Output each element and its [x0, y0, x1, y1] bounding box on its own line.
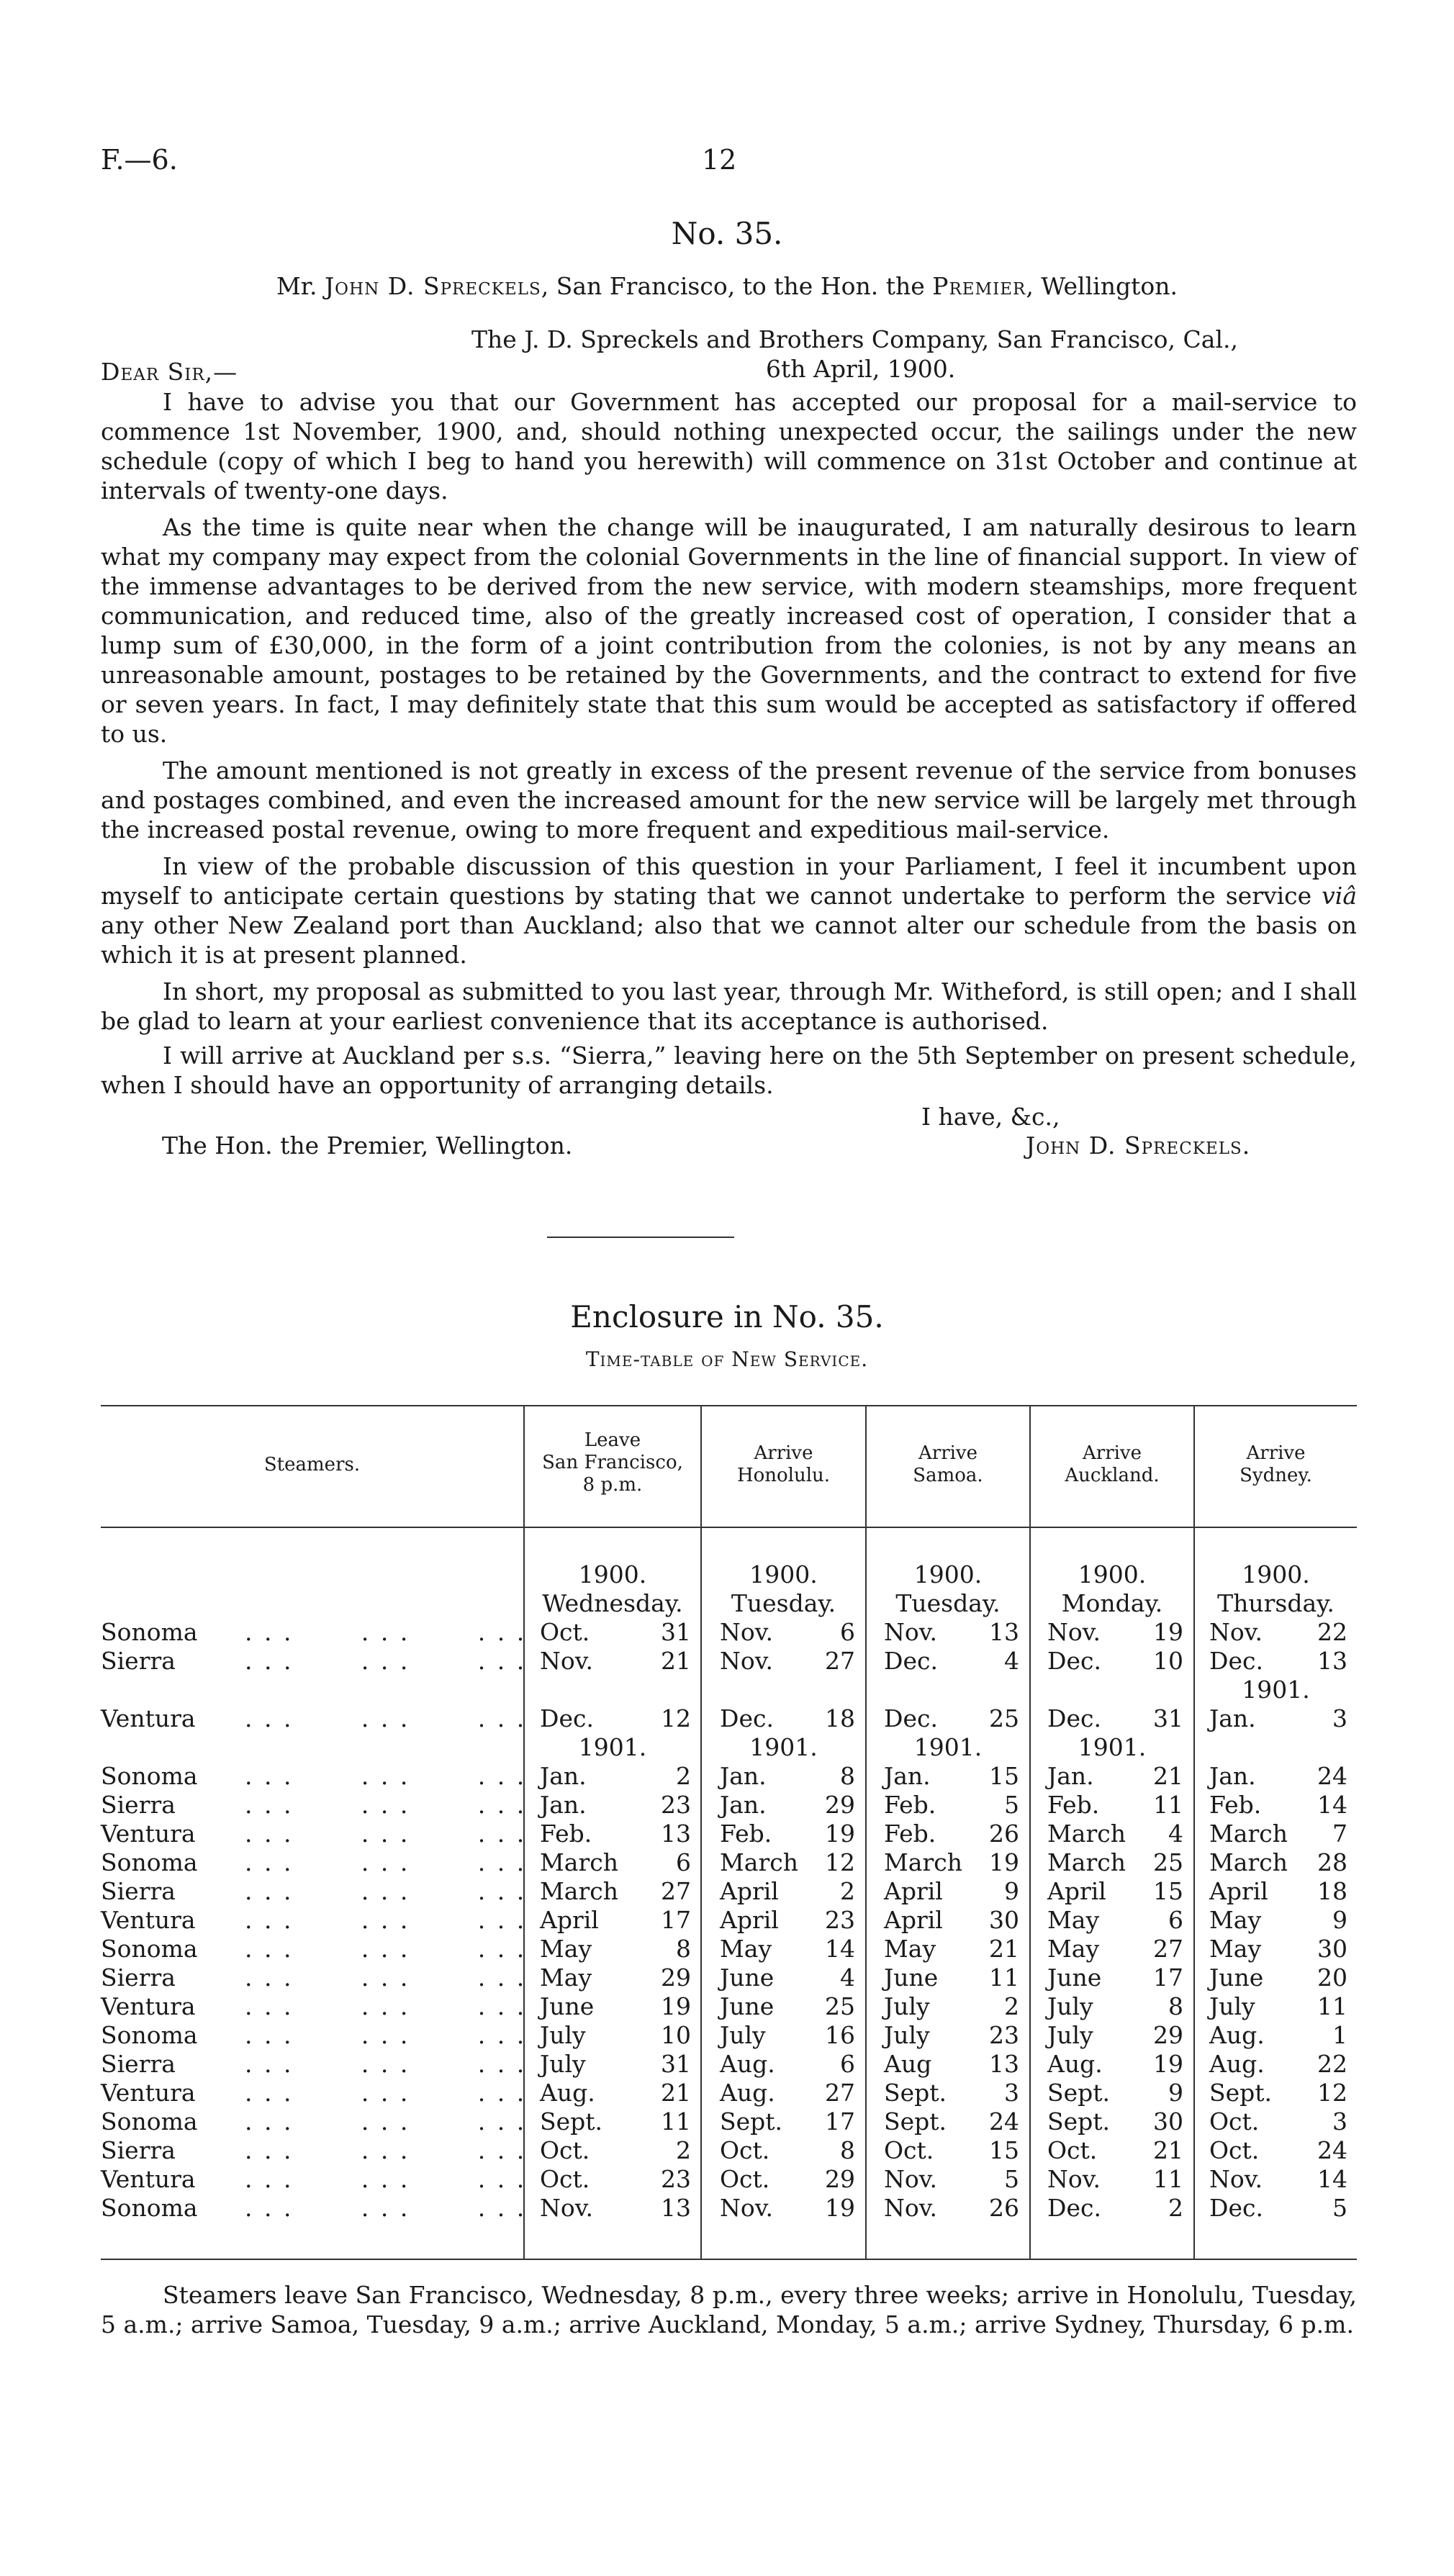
- sf-day: 31: [661, 1618, 691, 1646]
- sam-day: 15: [989, 1762, 1019, 1790]
- steamer-name: Sonoma: [101, 2194, 198, 2222]
- auk-month: Dec.: [1047, 1704, 1101, 1732]
- hon-month: Jan.: [720, 1791, 767, 1819]
- sam-month: Feb.: [884, 1820, 936, 1848]
- header-leave-sf-line-2: San Francisco,: [542, 1452, 683, 1473]
- hon-day: 8: [840, 1762, 855, 1790]
- hon-month: Aug.: [720, 2079, 775, 2107]
- weekday-sf: Wednesday.: [542, 1589, 683, 1617]
- header-leave-sf-line-1: Leave: [584, 1429, 641, 1451]
- leader-dots: . . . . . . . . .: [245, 1935, 527, 1963]
- sf-month: Oct.: [540, 2136, 590, 2164]
- sf-month: Nov.: [540, 1647, 593, 1675]
- year-1900-sf: 1900.: [578, 1560, 647, 1588]
- syd-month: May: [1209, 1935, 1262, 1963]
- hon-day: 16: [825, 2021, 855, 2049]
- hon-month: April: [720, 1906, 779, 1934]
- syd-month: Oct.: [1209, 2107, 1260, 2136]
- syd-day: 9: [1332, 1906, 1347, 1934]
- sam-month: Dec.: [884, 1647, 938, 1675]
- header-auckland-line-2: Auckland.: [1065, 1465, 1160, 1486]
- header-sydney: [1195, 1442, 1357, 1487]
- salutation: Dear Sir,—: [101, 358, 238, 386]
- leader-dots: . . . . . . . . .: [245, 1704, 527, 1732]
- sf-day: 23: [661, 2165, 691, 2193]
- steamer-name: Sierra: [101, 1963, 176, 1992]
- sf-month: Oct.: [540, 2165, 590, 2193]
- header-auckland-line-1: Arrive: [1082, 1442, 1142, 1464]
- auk-month: March: [1047, 1820, 1126, 1848]
- hon-month: Oct.: [720, 2165, 770, 2193]
- sam-month: Sept.: [884, 2079, 947, 2107]
- sf-day: 17: [661, 1906, 691, 1934]
- sam-day: 13: [989, 1618, 1019, 1646]
- leader-dots: . . . . . . . . .: [245, 1647, 527, 1675]
- hon-day: 18: [825, 1704, 855, 1732]
- letter-number: No. 35.: [671, 216, 783, 251]
- steamer-name: Sierra: [101, 1647, 176, 1675]
- sf-month: May: [540, 1935, 592, 1963]
- hon-day: 6: [840, 1618, 855, 1646]
- address-line-2: 6th April, 1900.: [766, 355, 956, 383]
- header-samoa: [867, 1442, 1029, 1487]
- auk-month: Feb.: [1047, 1791, 1100, 1819]
- auk-day: 8: [1168, 1992, 1183, 2020]
- steamer-name: Ventura: [101, 2165, 196, 2193]
- sam-month: June: [884, 1963, 939, 1992]
- syd-day: 28: [1317, 1848, 1347, 1876]
- hon-month: Oct.: [720, 2136, 770, 2164]
- sf-day: 2: [676, 2136, 691, 2164]
- sf-month: Jan.: [540, 1762, 587, 1790]
- auk-month: Sept.: [1047, 2107, 1111, 2136]
- column-divider-3: [865, 1405, 867, 2259]
- syd-month: Aug.: [1209, 2021, 1265, 2049]
- hon-month: June: [720, 1963, 775, 1992]
- hon-day: 17: [825, 2107, 855, 2136]
- syd-day: 22: [1317, 1618, 1347, 1646]
- steamer-name: Sierra: [101, 1877, 176, 1905]
- leader-dots: . . . . . . . . .: [245, 1963, 527, 1992]
- steamer-name: Sierra: [101, 2136, 176, 2164]
- sf-day: 29: [661, 1963, 691, 1992]
- sam-month: Feb.: [884, 1791, 936, 1819]
- paragraph-4-part-a: In view of the probable discussion of this question in your Parliament, I feel it incumbent upon myself to anticipate certain questions by stating that we cannot undertake to perform the service: [101, 852, 1357, 910]
- header-steamers: Steamers.: [263, 1454, 361, 1475]
- sf-month: May: [540, 1963, 592, 1992]
- auk-month: April: [1047, 1877, 1106, 1905]
- sam-day: 11: [989, 1963, 1019, 1992]
- auk-day: 6: [1168, 1906, 1183, 1934]
- timetable-footnote: Steamers leave San Francisco, Wednesday, 8 p.m., every three weeks; arrive in Honolulu, Tuesday, 5 a.m.; arrive Samoa, Tuesday, 9 a.m.; arrive Auckland, Monday, 5 a.m.; arrive Sydney, Thursday, 6 p.m.: [101, 2281, 1357, 2338]
- sf-month: Aug.: [540, 2079, 595, 2107]
- syd-month: Dec.: [1209, 2194, 1263, 2222]
- sam-month: July: [884, 1992, 930, 2020]
- table-header-rule: [101, 1527, 1357, 1528]
- enclosure-subtitle: Time-table of New Service.: [585, 1347, 869, 1371]
- leader-dots: . . . . . . . . .: [245, 2021, 527, 2049]
- sam-month: Jan.: [884, 1762, 931, 1790]
- syd-day: 18: [1317, 1877, 1347, 1905]
- hon-day: 29: [825, 2165, 855, 2193]
- sam-month: Dec.: [884, 1704, 938, 1732]
- steamer-name: Sonoma: [101, 1762, 198, 1790]
- hon-day: 27: [825, 1647, 855, 1675]
- auk-day: 11: [1153, 2165, 1183, 2193]
- column-divider-2: [700, 1405, 702, 2259]
- steamer-name: Sonoma: [101, 2021, 198, 2049]
- sam-day: 5: [1004, 2165, 1019, 2193]
- paragraph-6: I will arrive at Auckland per s.s. “Sierra,” leaving here on the 5th September on present schedule, when I should have an opportunity of arranging details.: [101, 1041, 1357, 1099]
- sam-month: Nov.: [884, 2194, 937, 2222]
- syd-day: 12: [1317, 2079, 1347, 2107]
- steamer-name: Sierra: [101, 2050, 176, 2078]
- sf-month: July: [540, 2021, 586, 2049]
- sf-day: 21: [661, 2079, 691, 2107]
- addressee: The Hon. the Premier, Wellington.: [162, 1131, 573, 1160]
- syd-month: Dec.: [1209, 1647, 1263, 1675]
- hon-month: Dec.: [720, 1704, 774, 1732]
- column-divider-5: [1193, 1405, 1195, 2259]
- sf-day: 8: [676, 1935, 691, 1963]
- enclosure-title: Enclosure in No. 35.: [570, 1299, 884, 1334]
- auk-day: 9: [1168, 2079, 1183, 2107]
- header-leave-sf: [525, 1429, 700, 1496]
- auk-month: May: [1047, 1906, 1100, 1934]
- hon-month: July: [720, 2021, 766, 2049]
- syd-month: April: [1209, 1877, 1268, 1905]
- hon-day: 4: [840, 1963, 855, 1992]
- paragraph-3: The amount mentioned is not greatly in excess of the present revenue of the service from bonuses and postages combined, and even the increased amount for the new service will be largely met through the increased postal revenue, owing to more frequent and expeditious mail-service.: [101, 756, 1357, 844]
- leader-dots: . . . . . . . . .: [245, 1906, 527, 1934]
- sf-day: 21: [661, 1647, 691, 1675]
- sam-day: 2: [1004, 1992, 1019, 2020]
- year-1900-honolulu: 1900.: [749, 1560, 818, 1588]
- sf-day: 10: [661, 2021, 691, 2049]
- syd-day: 22: [1317, 2050, 1347, 2078]
- sf-day: 31: [661, 2050, 691, 2078]
- weekday-sydney: Thursday.: [1217, 1589, 1335, 1617]
- sf-day: 11: [661, 2107, 691, 2136]
- leader-dots: . . . . . . . . .: [245, 2079, 527, 2107]
- sam-day: 30: [989, 1906, 1019, 1934]
- syd-day: 7: [1332, 1820, 1347, 1848]
- weekday-honolulu: Tuesday.: [731, 1589, 836, 1617]
- syd-day: 20: [1317, 1963, 1347, 1992]
- column-divider-4: [1029, 1405, 1031, 2259]
- leader-dots: . . . . . . . . .: [245, 2050, 527, 2078]
- page-number: 12: [702, 144, 737, 176]
- hon-day: 2: [840, 1877, 855, 1905]
- auk-month: July: [1047, 2021, 1093, 2049]
- hon-month: Jan.: [720, 1762, 767, 1790]
- header-honolulu: [702, 1442, 865, 1487]
- syd-day: 3: [1332, 2107, 1347, 2136]
- sam-month: July: [884, 2021, 930, 2049]
- syd-month: Jan.: [1209, 1704, 1256, 1732]
- hon-day: 25: [825, 1992, 855, 2020]
- steamer-name: Ventura: [101, 1820, 196, 1848]
- leader-dots: . . . . . . . . .: [245, 1848, 527, 1876]
- syd-month: Feb.: [1209, 1791, 1262, 1819]
- sam-day: 23: [989, 2021, 1019, 2049]
- auk-month: May: [1047, 1935, 1100, 1963]
- sf-day: 2: [676, 1762, 691, 1790]
- auk-day: 25: [1153, 1848, 1183, 1876]
- sf-month: July: [540, 2050, 586, 2078]
- syd-month: Aug.: [1209, 2050, 1265, 2078]
- sam-day: 19: [989, 1848, 1019, 1876]
- syd-month: March: [1209, 1848, 1288, 1876]
- header-sydney-line-1: Arrive: [1246, 1442, 1306, 1464]
- hon-day: 19: [825, 1820, 855, 1848]
- paragraph-4-part-b: any other New Zealand port than Auckland; also that we cannot alter our schedule from the basis on which it is at present planned.: [101, 911, 1357, 969]
- leader-dots: . . . . . . . . .: [245, 2165, 527, 2193]
- sam-month: Oct.: [884, 2136, 934, 2164]
- leader-dots: . . . . . . . . .: [245, 1618, 527, 1646]
- steamer-name: Sonoma: [101, 1618, 198, 1646]
- sf-day: 13: [661, 2194, 691, 2222]
- hon-day: 12: [825, 1848, 855, 1876]
- leader-dots: . . . . . . . . .: [245, 1820, 527, 1848]
- syd-day: 1: [1332, 2021, 1347, 2049]
- sam-month: Aug: [884, 2050, 932, 2078]
- auk-month: Sept.: [1047, 2079, 1111, 2107]
- document-reference: F.—6.: [101, 144, 178, 176]
- hon-month: Nov.: [720, 1647, 773, 1675]
- hon-day: 6: [840, 2050, 855, 2078]
- auk-month: Dec.: [1047, 2194, 1101, 2222]
- steamer-name: Sonoma: [101, 2107, 198, 2136]
- paragraph-5: In short, my proposal as submitted to you last year, through Mr. Witheford, is still open; and I shall be glad to learn at your earliest convenience that its acceptance is authorised.: [101, 977, 1357, 1035]
- auk-day: 19: [1153, 2050, 1183, 2078]
- sam-day: 15: [989, 2136, 1019, 2164]
- auk-month: March: [1047, 1848, 1126, 1876]
- syd-day: 24: [1317, 1762, 1347, 1790]
- signature: John D. Spreckels.: [1026, 1131, 1251, 1160]
- paragraph-4-via: viâ: [1322, 882, 1357, 910]
- auk-day: 29: [1153, 2021, 1183, 2049]
- paragraph-2: As the time is quite near when the change will be inaugurated, I am naturally desirous to learn what my company may expect from the colonial Governments in the line of financial support. In view of the immense advantages to be derived from the new service, with modern steamships, more frequent communication, and reduced time, also of the greatly increased cost of operation, I consider that a lump sum of £30,000, in the form of a joint contribution from the colonies, is not by any means an unreasonable amount, postages to be retained by the Governments, and the contract to extend for five or seven years. In fact, I may definitely state that this sum would be accepted as satisfactory if offered to us.: [101, 513, 1357, 748]
- auk-day: 11: [1153, 1791, 1183, 1819]
- syd-month: May: [1209, 1906, 1262, 1934]
- hon-day: 14: [825, 1935, 855, 1963]
- auk-day: 4: [1168, 1820, 1183, 1848]
- sf-day: 13: [661, 1820, 691, 1848]
- sam-month: Sept.: [884, 2107, 947, 2136]
- auk-day: 15: [1153, 1877, 1183, 1905]
- sam-month: May: [884, 1935, 936, 1963]
- syd-month: July: [1209, 1992, 1255, 2020]
- syd-month: Jan.: [1209, 1762, 1256, 1790]
- syd-day: 14: [1317, 2165, 1347, 2193]
- sf-month: Nov.: [540, 2194, 593, 2222]
- year-1901-auckland: 1901.: [1078, 1733, 1147, 1761]
- header-leave-sf-line-3: 8 p.m.: [582, 1474, 643, 1496]
- heading-prefix: Mr.: [276, 272, 317, 300]
- sf-month: Jan.: [540, 1791, 587, 1819]
- leader-dots: . . . . . . . . .: [245, 1762, 527, 1790]
- steamer-name: Ventura: [101, 2079, 196, 2107]
- sf-day: 6: [676, 1848, 691, 1876]
- sam-day: 26: [989, 2194, 1019, 2222]
- year-1901-samoa: 1901.: [913, 1733, 983, 1761]
- leader-dots: . . . . . . . . .: [245, 1877, 527, 1905]
- letter-heading: [0, 272, 1454, 300]
- heading-sender: John D. Spreckels: [324, 272, 541, 300]
- header-honolulu-line-2: Honolulu.: [736, 1465, 831, 1486]
- syd-month: March: [1209, 1820, 1288, 1848]
- steamer-name: Ventura: [101, 1704, 196, 1732]
- steamer-name: Sierra: [101, 1791, 176, 1819]
- sam-day: 5: [1004, 1791, 1019, 1819]
- sf-month: Dec.: [540, 1704, 594, 1732]
- hon-day: 23: [825, 1906, 855, 1934]
- auk-month: Nov.: [1047, 1618, 1101, 1646]
- syd-month: Nov.: [1209, 2165, 1263, 2193]
- header-samoa-line-1: Arrive: [918, 1442, 978, 1464]
- syd-month: Oct.: [1209, 2136, 1260, 2164]
- leader-dots: . . . . . . . . .: [245, 1992, 527, 2020]
- hon-day: 27: [825, 2079, 855, 2107]
- auk-month: Dec.: [1047, 1647, 1101, 1675]
- sf-month: Sept.: [540, 2107, 603, 2136]
- sam-month: April: [884, 1877, 943, 1905]
- hon-month: Feb.: [720, 1820, 772, 1848]
- sam-day: 13: [989, 2050, 1019, 2078]
- auk-day: 2: [1168, 2194, 1183, 2222]
- sf-month: June: [540, 1992, 595, 2020]
- sf-month: March: [540, 1848, 618, 1876]
- hon-month: Aug.: [720, 2050, 775, 2078]
- sf-month: Oct.: [540, 1618, 590, 1646]
- year-1901-sydney: 1901.: [1242, 1676, 1310, 1704]
- syd-day: 11: [1317, 1992, 1347, 2020]
- header-samoa-line-2: Samoa.: [913, 1465, 983, 1486]
- leader-dots: . . . . . . . . .: [245, 1791, 527, 1819]
- weekday-samoa: Tuesday.: [895, 1589, 1001, 1617]
- sam-day: 21: [989, 1935, 1019, 1963]
- leader-dots: . . . . . . . . .: [245, 2136, 527, 2164]
- weekday-auckland: Monday.: [1061, 1589, 1163, 1617]
- sam-day: 3: [1004, 2079, 1019, 2107]
- auk-day: 31: [1153, 1704, 1183, 1732]
- hon-day: 19: [825, 2194, 855, 2222]
- hon-month: March: [720, 1848, 798, 1876]
- auk-month: Aug.: [1047, 2050, 1103, 2078]
- auk-day: 10: [1153, 1647, 1183, 1675]
- hon-month: April: [720, 1877, 779, 1905]
- auk-month: Nov.: [1047, 2165, 1101, 2193]
- sam-day: 24: [989, 2107, 1019, 2136]
- sf-day: 27: [661, 1877, 691, 1905]
- header-honolulu-line-1: Arrive: [754, 1442, 813, 1464]
- sam-day: 4: [1004, 1647, 1019, 1675]
- table-bottom-rule: [101, 2259, 1357, 2260]
- syd-month: Nov.: [1209, 1618, 1263, 1646]
- sf-day: 19: [661, 1992, 691, 2020]
- sam-month: Nov.: [884, 2165, 937, 2193]
- hon-day: 8: [840, 2136, 855, 2164]
- year-1901-sf: 1901.: [578, 1733, 647, 1761]
- syd-day: 13: [1317, 1647, 1347, 1675]
- auk-day: 17: [1153, 1963, 1183, 1992]
- syd-month: June: [1209, 1963, 1264, 1992]
- auk-month: Jan.: [1047, 1762, 1094, 1790]
- sf-day: 12: [661, 1704, 691, 1732]
- sam-day: 9: [1004, 1877, 1019, 1905]
- heading-place: , Wellington.: [1026, 272, 1178, 300]
- table-top-rule: [101, 1405, 1357, 1406]
- sam-month: March: [884, 1848, 962, 1876]
- leader-dots: . . . . . . . . .: [245, 2107, 527, 2136]
- steamer-name: Ventura: [101, 1992, 196, 2020]
- paragraph-1: I have to advise you that our Government has accepted our proposal for a mail-service to commence 1st November, 1900, and, should nothing unexpected occur, the sailings under the new schedule (copy of which I beg to hand you herewith) will commence on 31st October and continue at intervals of twenty-one days.: [101, 388, 1357, 505]
- leader-dots: . . . . . . . . .: [245, 2194, 527, 2222]
- syd-month: Sept.: [1209, 2079, 1273, 2107]
- sf-month: March: [540, 1877, 618, 1905]
- steamer-name: Ventura: [101, 1906, 196, 1934]
- hon-month: Sept.: [720, 2107, 783, 2136]
- hon-month: May: [720, 1935, 772, 1963]
- hon-month: Nov.: [720, 1618, 773, 1646]
- sf-month: Feb.: [540, 1820, 592, 1848]
- year-1900-auckland: 1900.: [1078, 1560, 1147, 1588]
- auk-day: 30: [1153, 2107, 1183, 2136]
- sf-month: April: [540, 1906, 599, 1934]
- hon-day: 29: [825, 1791, 855, 1819]
- sam-month: April: [884, 1906, 943, 1934]
- syd-day: 14: [1317, 1791, 1347, 1819]
- year-1900-sydney: 1900.: [1242, 1560, 1310, 1588]
- auk-month: June: [1047, 1963, 1102, 1992]
- auk-month: Oct.: [1047, 2136, 1098, 2164]
- syd-day: 24: [1317, 2136, 1347, 2164]
- year-1901-honolulu: 1901.: [749, 1733, 818, 1761]
- sam-day: 26: [989, 1820, 1019, 1848]
- auk-day: 21: [1153, 2136, 1183, 2164]
- auk-day: 27: [1153, 1935, 1183, 1963]
- sam-day: 25: [989, 1704, 1019, 1732]
- header-sydney-line-2: Sydney.: [1239, 1465, 1312, 1486]
- heading-mid: , San Francisco, to the Hon. the: [541, 272, 925, 300]
- auk-day: 21: [1153, 1762, 1183, 1790]
- auk-day: 19: [1153, 1618, 1183, 1646]
- steamer-name: Sonoma: [101, 1935, 198, 1963]
- sam-month: Nov.: [884, 1618, 937, 1646]
- paragraph-4: [101, 851, 1357, 970]
- steamer-name: Sonoma: [101, 1848, 198, 1876]
- hon-month: June: [720, 1992, 775, 2020]
- syd-day: 30: [1317, 1935, 1347, 1963]
- section-divider: [547, 1237, 734, 1238]
- sf-day: 23: [661, 1791, 691, 1819]
- hon-month: Nov.: [720, 2194, 773, 2222]
- syd-day: 5: [1332, 2194, 1347, 2222]
- syd-day: 3: [1332, 1704, 1347, 1732]
- auk-month: July: [1047, 1992, 1093, 2020]
- year-1900-samoa: 1900.: [913, 1560, 983, 1588]
- header-auckland: [1031, 1442, 1193, 1487]
- address-line-1: The J. D. Spreckels and Brothers Company, San Francisco, Cal.,: [471, 325, 1238, 353]
- heading-recipient: Premier: [932, 272, 1026, 300]
- closing: I have, &c.,: [921, 1103, 1060, 1131]
